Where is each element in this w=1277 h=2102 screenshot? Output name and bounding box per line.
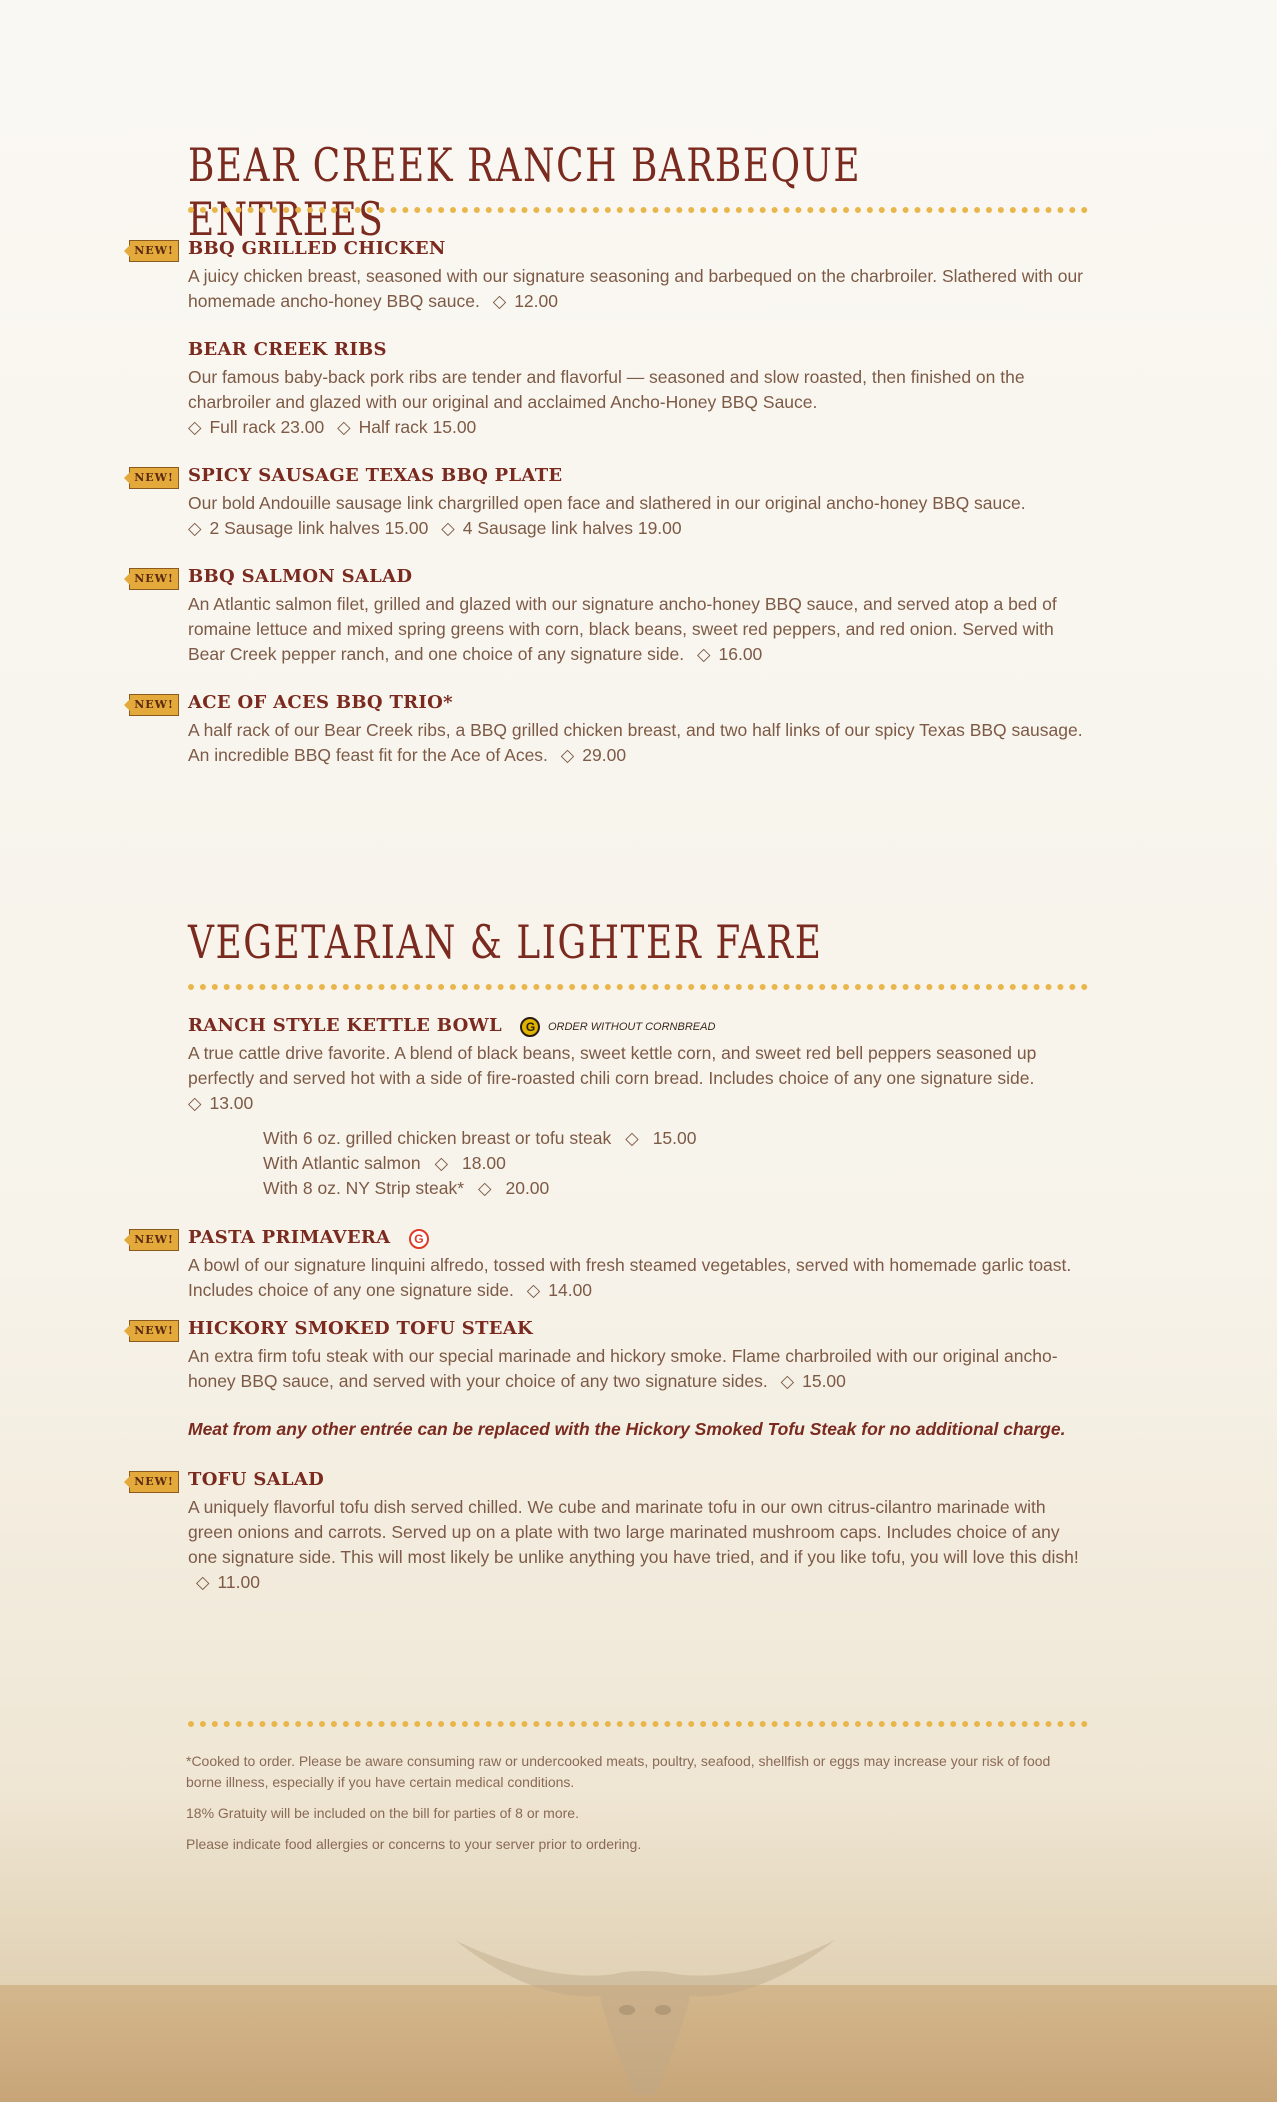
item-name: TOFU SALAD: [188, 1469, 325, 1490]
section-title-vegetarian: VEGETARIAN & LIGHTER FARE: [188, 915, 823, 969]
menu-item-tofu-salad: [134, 1469, 1088, 1595]
diamond-icon: ◇: [196, 1572, 210, 1592]
dotted-divider: [188, 1721, 1088, 1735]
item-price: 14.00: [548, 1280, 593, 1300]
menu-item-kettle-bowl: [188, 1015, 1088, 1201]
item-name: RANCH STYLE KETTLE BOWL: [188, 1015, 503, 1036]
item-option: Half rack 15.00: [358, 417, 477, 437]
dotted-divider: [188, 207, 1088, 221]
diamond-icon: ◇: [560, 745, 575, 765]
diamond-icon: ◇: [434, 1153, 449, 1173]
item-price: 13.00: [209, 1093, 254, 1113]
item-description: A half rack of our Bear Creek ribs, a BBQ grilled chicken breast, and two half links of our spicy Texas BBQ sausage. An incredible BBQ feast fit for the Ace of Aces.: [188, 720, 1083, 765]
diamond-icon: ◇: [526, 1280, 541, 1300]
item-price: 15.00: [802, 1371, 846, 1391]
menu-item-tofu-steak: [134, 1318, 1088, 1394]
item-price: 11.00: [217, 1572, 260, 1592]
menu-item-bbq-chicken: [134, 238, 1088, 314]
menu-item-ace-of-aces: [134, 692, 1088, 768]
item-name: BBQ GRILLED CHICKEN: [188, 238, 446, 259]
item-price: 12.00: [514, 291, 558, 311]
item-name: ACE OF ACES BBQ TRIO*: [188, 692, 453, 713]
new-badge: NEW!: [129, 240, 179, 262]
item-description: A bowl of our signature linquini alfredo, tossed with fresh steamed vegetables, served with homemade garlic toast. Includes choice of any one signature side.: [188, 1255, 1072, 1300]
new-badge: NEW!: [129, 568, 179, 590]
menu-item-pasta-primavera: [134, 1227, 1088, 1303]
menu-item-spicy-sausage: [134, 465, 1088, 541]
item-description: A uniquely flavorful tofu dish served chilled. We cube and marinate tofu in our own citrus-cilantro marinade with green onions and carrots. Served up on a plate with two large marinated mushroom caps. Includes choice of any one signature side. This will most likely be unlike anything you have tried, and if you like tofu, you will love this dish!: [188, 1497, 1079, 1567]
diamond-icon: ◇: [188, 1093, 202, 1113]
diamond-icon: ◇: [625, 1128, 639, 1148]
section-title-bbq: BEAR CREEK RANCH BARBEQUE ENTREES: [188, 138, 862, 246]
new-badge: NEW!: [129, 1229, 179, 1251]
item-option: Full rack 23.00: [209, 417, 325, 437]
substitution-note: Meat from any other entrée can be replaced with the Hickory Smoked Tofu Steak for no additional charge.: [188, 1419, 1066, 1439]
diamond-icon: ◇: [188, 417, 202, 437]
item-name: PASTA PRIMAVERA: [188, 1227, 391, 1248]
addon-row: With 6 oz. grilled chicken breast or tofu steak ◇ 15.00: [263, 1126, 1088, 1151]
diamond-icon: ◇: [441, 518, 455, 538]
longhorn-skull-icon: [455, 1930, 835, 2102]
addon-row: With 8 oz. NY Strip steak* ◇ 20.00: [263, 1176, 1088, 1201]
item-option: 4 Sausage link halves 19.00: [462, 518, 682, 538]
item-description: An Atlantic salmon filet, grilled and glazed with our signature ancho-honey BBQ sauce, and served atop a bed of romaine lettuce and mixed spring greens with corn, black beans, sweet red peppers, and red onion. Served with Bear Creek pepper ranch, and one choice of any signature side.: [188, 594, 1057, 664]
diamond-icon: ◇: [697, 644, 711, 664]
diamond-icon: ◇: [780, 1371, 795, 1391]
item-name: BEAR CREEK RIBS: [188, 339, 387, 360]
footer-gratuity: 18% Gratuity will be included on the bill for parties of 8 or more.: [186, 1805, 579, 1821]
diamond-icon: ◇: [188, 518, 202, 538]
menu-item-bbq-salmon-salad: [134, 566, 1088, 667]
gluten-free-icon: G: [409, 1229, 429, 1249]
new-badge: NEW!: [129, 1471, 179, 1493]
item-name: HICKORY SMOKED TOFU STEAK: [188, 1318, 533, 1339]
diamond-icon: ◇: [492, 291, 507, 311]
item-description: An extra firm tofu steak with our special marinade and hickory smoke. Flame charbroiled with our original ancho-honey BBQ sauce, and served with your choice of any two signature sides.: [188, 1346, 1058, 1391]
new-badge: NEW!: [129, 467, 179, 489]
footer-disclaimer: *Cooked to order. Please be aware consuming raw or undercooked meats, poultry, seafood, shellfish or eggs may increase your risk of food borne illness, especially if you have certain medical conditions.: [186, 1753, 1051, 1790]
footer-allergies: Please indicate food allergies or concerns to your server prior to ordering.: [186, 1836, 642, 1852]
item-price: 16.00: [718, 644, 763, 664]
new-badge: NEW!: [129, 694, 179, 716]
diamond-icon: ◇: [478, 1178, 492, 1198]
item-description: Our famous baby-back pork ribs are tender and flavorful — seasoned and slow roasted, then finished on the charbroiler and glazed with our original and acclaimed Ancho-Honey BBQ Sauce.: [188, 367, 1025, 412]
new-badge: NEW!: [129, 1320, 179, 1342]
diamond-icon: ◇: [337, 417, 351, 437]
dotted-divider: [188, 984, 1088, 998]
gluten-free-note: ORDER WITHOUT CORNBREAD: [547, 1020, 716, 1033]
item-name: SPICY SAUSAGE TEXAS BBQ PLATE: [188, 465, 563, 486]
item-description: A true cattle drive favorite. A blend of black beans, sweet kettle corn, and sweet red bell peppers seasoned up perfectly and served hot with a side of fire-roasted chili corn bread. Includes choice of any one signature side.: [188, 1043, 1037, 1088]
item-description: Our bold Andouille sausage link chargrilled open face and slathered in our original ancho-honey BBQ sauce.: [188, 493, 1026, 513]
addon-row: With Atlantic salmon ◇ 18.00: [263, 1151, 1088, 1176]
item-description: A juicy chicken breast, seasoned with our signature seasoning and barbequed on the charbroiler. Slathered with our homemade ancho-honey BBQ sauce.: [188, 266, 1084, 311]
menu-item-bear-creek-ribs: [188, 339, 1088, 440]
gluten-free-icon: G: [520, 1017, 540, 1037]
item-name: BBQ SALMON SALAD: [188, 566, 413, 587]
item-price: 29.00: [582, 745, 627, 765]
item-option: 2 Sausage link halves 15.00: [209, 518, 429, 538]
